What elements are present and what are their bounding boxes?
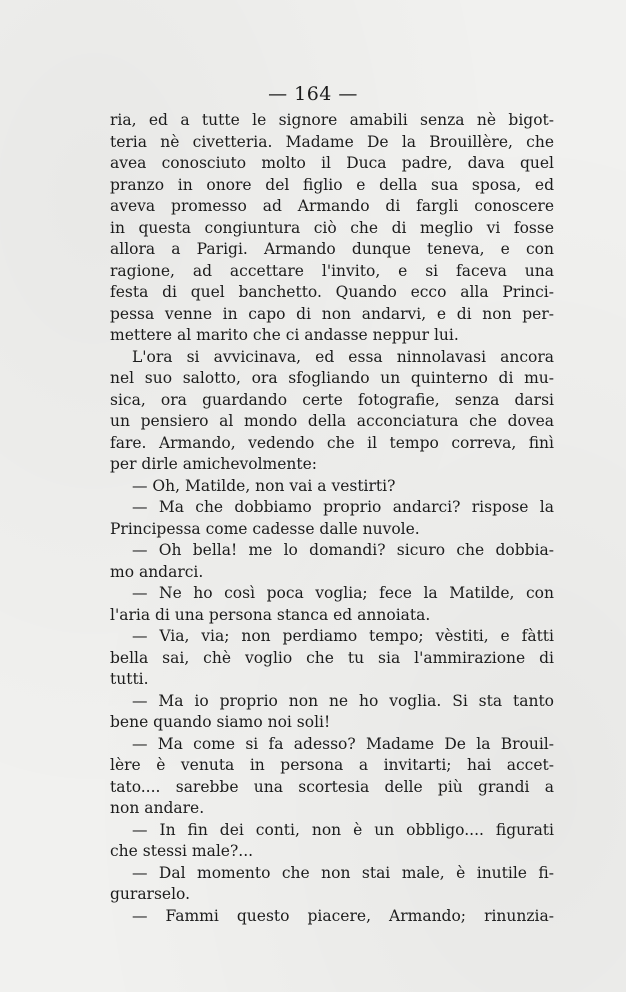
text-line: pranzo in onore del figlio e della sua sposa, ed — [110, 175, 554, 194]
text-line: gurarselo. — [110, 885, 191, 903]
text-line: festa di quel banchetto. Quando ecco alla Princi- — [110, 283, 554, 301]
text-line: — Via, via; non perdiamo tempo; vèstiti, e fàtti — [132, 627, 554, 645]
text-line: — Ma che dobbiamo proprio andarci? rispose la — [132, 498, 554, 516]
text-line: tato.... sarebbe una scortesia delle più grandi a — [110, 777, 554, 796]
text-line: Principessa come cadesse dalle nuvole. — [110, 519, 420, 538]
text-line: — In fin dei conti, non è un obbligo.... figurati — [132, 820, 554, 839]
text-line: fare. Armando, vedendo che il tempo correva, finì — [110, 433, 554, 452]
text-line: che stessi male?... — [110, 842, 254, 860]
text-line: — Ma io proprio non ne ho voglia. Si sta tanto — [132, 691, 554, 710]
text-line: aveva promesso ad Armando di fargli conoscere — [110, 197, 554, 215]
text-line: — Ne ho così poca voglia; fece la Matilde, con — [132, 584, 554, 602]
text-line: l'aria di una persona stanca ed annoiata. — [110, 605, 431, 624]
text-line: teria nè civetteria. Madame De la Brouillère, che — [110, 132, 554, 151]
text-line: — Oh bella! me lo domandi? sicuro che dobbia- — [132, 541, 554, 559]
text-line: — Oh, Matilde, non vai a vestirti? — [132, 476, 396, 495]
text-line: L'ora si avvicinava, ed essa ninnolavasi ancora — [132, 347, 554, 366]
text-line: pessa venne in capo di non andarvi, e di non per- — [110, 304, 554, 323]
text-line: — Fammi questo piacere, Armando; rinunzia- — [132, 906, 554, 925]
text-line: nel suo salotto, ora sfogliando un quinterno di mu- — [110, 369, 554, 387]
text-line: per dirle amichevolmente: — [110, 455, 318, 473]
page-number: — 164 — — [268, 83, 358, 105]
text-line: sica, ora guardando certe fotografie, senza darsi — [110, 390, 554, 409]
text-line: ragione, ad accettare l'invito, e si faceva una — [110, 261, 554, 280]
text-line: — Ma come si fa adesso? Madame De la Brouil- — [132, 734, 554, 753]
text-line: lère è venuta in persona a invitarti; hai accet- — [110, 756, 554, 774]
text-line: tutti. — [110, 670, 149, 688]
text-line: bella sai, chè voglio che tu sia l'ammirazione di — [110, 648, 554, 667]
text-line: mo andarci. — [110, 562, 204, 581]
text-line: avea conosciuto molto il Duca padre, dava quel — [110, 154, 554, 172]
body-text — [110, 110, 554, 927]
text-line: mettere al marito che ci andasse neppur lui. — [110, 326, 459, 344]
text-line: allora a Parigi. Armando dunque teneva, e con — [110, 240, 554, 258]
text-line: — Dal momento che non stai male, è inutile fi- — [132, 863, 554, 882]
text-line: ria, ed a tutte le signore amabili senza nè bigot- — [110, 111, 554, 129]
text-line: in questa congiuntura ciò che di meglio vi fosse — [110, 218, 554, 237]
text-line: bene quando siamo noi soli! — [110, 713, 331, 731]
text-line: non andare. — [110, 799, 205, 817]
text-line: un pensiero al mondo della acconciatura che dovea — [110, 412, 554, 430]
